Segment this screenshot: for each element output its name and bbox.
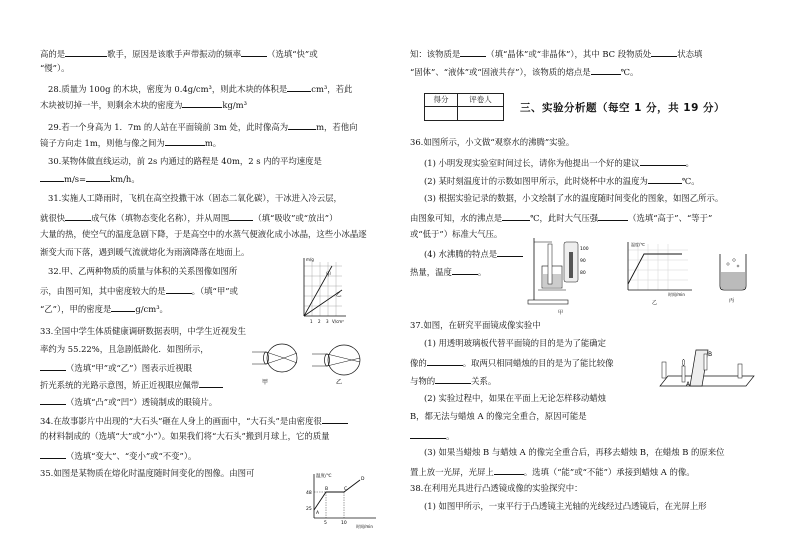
svg-text:A: A <box>316 511 320 516</box>
q34-line-1: 34.在故事影片中出现的“大石头”砸在人身上的画面中，“大石头”是由密度很 <box>40 414 348 427</box>
svg-text:B: B <box>325 487 329 492</box>
eye-diagram <box>252 340 392 390</box>
q37-3-line-2: 置上放一光屏，光屏上 。选填（“能”或“不能”）承接到蜡烛 A 的像。 <box>410 467 695 477</box>
q37-1-line-3: 与物的 关系。 <box>410 376 497 386</box>
q38-line-1: 38.在利用光具进行凸透镜成像的实验探究中： <box>410 483 583 493</box>
q37-2-line-2: B，都无法与蜡烛 A 的像完全重合，原因可能是 <box>410 411 587 421</box>
svg-text:甲: 甲 <box>262 379 269 386</box>
svg-text:5: 5 <box>324 521 327 526</box>
q37-2-line-3: 。 <box>410 429 454 442</box>
svg-text:A: A <box>686 381 691 388</box>
melting-graph <box>304 472 384 532</box>
svg-text:80: 80 <box>580 271 586 276</box>
q35-line-1: 35.如图是某物质在熔化时温度随时间变化的图像。由图可 <box>40 468 255 478</box>
x-tick-1: 1 <box>310 319 313 324</box>
q31-line-3: 大量的热，使空气的温度急剧下降，于是高空中的水蒸气便液化成小冰晶，这些小冰晶逐 <box>40 229 367 239</box>
q29-line-2: 镜子方向走 1m，则他与像之间为 m。 <box>40 138 222 148</box>
q37-line-1: 37.如图，在研究平面镜成像实验中 <box>410 320 541 330</box>
eye-jia <box>252 344 297 372</box>
svg-text:乙: 乙 <box>652 300 658 306</box>
x-tick-3: 3 <box>326 319 329 324</box>
line-top-2: “慢”）。 <box>40 63 70 73</box>
svg-text:m/g: m/g <box>306 257 314 262</box>
mirror-apparatus <box>656 336 756 400</box>
q36-line-1: 36.如图所示，小文做“观察水的沸腾”实验。 <box>410 137 575 147</box>
score-table <box>424 93 504 121</box>
q32-line-2: 示，由图可知，其中密度较大的是 。（填“甲”或 <box>40 286 238 296</box>
q36-4-line-1: (4) 水沸腾的特点是 <box>424 247 523 260</box>
q34-line-3: （选填“变大”、“变小”或“不变”）。 <box>40 449 196 462</box>
svg-text:甲: 甲 <box>326 272 332 278</box>
q33-line-5: （选填“凸”或“凹”）透镜制成的眼镜片。 <box>40 395 217 408</box>
q30-line-2: m/s= km/h。 <box>40 172 140 185</box>
q36-1: (1) 小明发现实验室时间过长，请你为他提出一个好的建议 。 <box>424 158 694 168</box>
q30-line-1: 30.某物体做直线运动，前 2s 内通过的路程是 40m，2 s 内的平均速度是 <box>48 156 322 166</box>
section-title: 三、实验分析题（每空 1 分，共 19 分） <box>520 102 726 114</box>
q37-3-line-1: (3) 如果当蜡烛 B 与蜡烛 A 的像完全重合后，再移去蜡烛 B，在蜡烛 B 的原来位 <box>424 447 725 457</box>
svg-text:V/cm³: V/cm³ <box>332 319 344 324</box>
q28-line-1: 28.质量为 100g 的木块，密度为 0.4g/cm³，则此木块的体积是 cm³，若此 <box>48 84 353 94</box>
svg-text:48: 48 <box>306 491 312 496</box>
svg-text:时间/min: 时间/min <box>668 292 685 297</box>
q33-line-1: 33.全国中学生体质健康调研数据表明，中学生近视发生 <box>40 326 246 336</box>
q33-line-2: 率约为 55.22%，且急剧低龄化．如图所示， <box>40 344 209 354</box>
q36-3-line-1: (3) 根据实验记录的数据，小文绘制了水的温度随时间变化的图象，如图乙所示。 <box>424 193 724 203</box>
grader-cell: 评卷人 <box>458 94 503 107</box>
q28-line-2: 木块被切掉一半，则剩余木块的密度为 kg/m³ <box>40 100 247 110</box>
q33-line-3: （选填“甲”或“乙”）图表示近视眼 <box>40 361 192 374</box>
beaker <box>716 250 750 304</box>
r-line-1: 知：该物质是 （填“晶体”或“非晶体”），其中 BC 段物质处 状态填 <box>410 49 703 59</box>
q31-line-1: 31.实施人工降雨时，飞机在高空投撒干冰（固态二氧化碳），干冰进入冷云层， <box>48 193 342 203</box>
line-top-1: 高的是 歌手，原因是该歌手声带振动的频率 （选填“快”或 <box>40 49 318 59</box>
q31-line-4: 渐变大而下落，遇到暖气流就熔化为雨滴降落在地面上。 <box>40 247 250 257</box>
q36-3-line-3: 或“低于”）标准大气压。 <box>410 229 503 239</box>
mass-volume-graph <box>296 256 348 326</box>
q32-line-1: 32.甲、乙两种物质的质量与体积的关系图像如图所 <box>48 266 238 276</box>
eye-yi <box>312 345 360 375</box>
svg-text:丙: 丙 <box>729 298 735 304</box>
q37-1-line-1: (1) 用透明玻璃板代替平面镜的目的是为了能确定 <box>424 338 607 348</box>
q37-1-line-2: 像的 。取两只相同蜡烛的目的是为了能比较像 <box>410 358 614 368</box>
x-tick-2: 2 <box>318 319 321 324</box>
q34-line-2: 的材料制成的（选填“大”或“小”）。如果我们将“大石头”搬到月球上，它的质量 <box>40 431 330 441</box>
boiling-graph <box>622 240 696 306</box>
svg-text:90: 90 <box>580 259 586 264</box>
q32-line-3: “乙”），甲的密度是 g/cm³。 <box>40 304 168 314</box>
svg-text:C: C <box>344 487 348 492</box>
q31-line-2: 就很快 成气体（填物态变化名称），并从周围 （填“吸收”或“放出”） <box>40 213 338 223</box>
q29-line-1: 29.若一个身高为 1．7m 的人站在平面镜前 3m 处，此时像高为 m，若他向 <box>48 122 358 132</box>
svg-text:10: 10 <box>341 521 347 526</box>
melting-curve <box>314 480 360 510</box>
boiling-curve <box>628 254 682 284</box>
svg-text:温度/℃: 温度/℃ <box>316 474 332 479</box>
svg-text:100: 100 <box>580 247 589 252</box>
q36-3-line-2: 由图象可知，水的沸点是 ℃，此时大气压强 （选填“高于”、“等于” <box>410 213 713 223</box>
score-cell: 得分 <box>425 94 458 107</box>
q38-1-line-1: (1) 如图甲所示，一束平行于凸透镜主光轴的光线经过凸透镜后，在光屏上形 <box>424 501 707 511</box>
svg-text:25: 25 <box>306 507 312 512</box>
svg-text:时间/min: 时间/min <box>356 524 373 529</box>
svg-text:甲: 甲 <box>558 310 564 316</box>
q33-line-4: 折光系统的光路示意图，矫正近视眼应佩带 <box>40 378 223 391</box>
q36-4-line-2: 热量，温度 。 <box>410 267 487 277</box>
svg-text:D: D <box>361 477 365 482</box>
q37-2-line-1: (2) 实验过程中，如果在平面上无论怎样移动蜡烛 <box>424 393 607 403</box>
svg-text:乙: 乙 <box>336 292 342 298</box>
q36-2: (2) 某时刻温度计的示数如图甲所示，此时烧杯中水的温度为 ℃。 <box>424 176 700 186</box>
boiling-apparatus <box>528 234 598 316</box>
svg-text:乙: 乙 <box>336 379 343 386</box>
svg-text:B: B <box>708 351 713 358</box>
svg-text:温度/℃: 温度/℃ <box>631 242 645 247</box>
r-line-2: “固体”、“液体”或“固液共存”），该物质的熔点是 ℃。 <box>410 67 639 77</box>
